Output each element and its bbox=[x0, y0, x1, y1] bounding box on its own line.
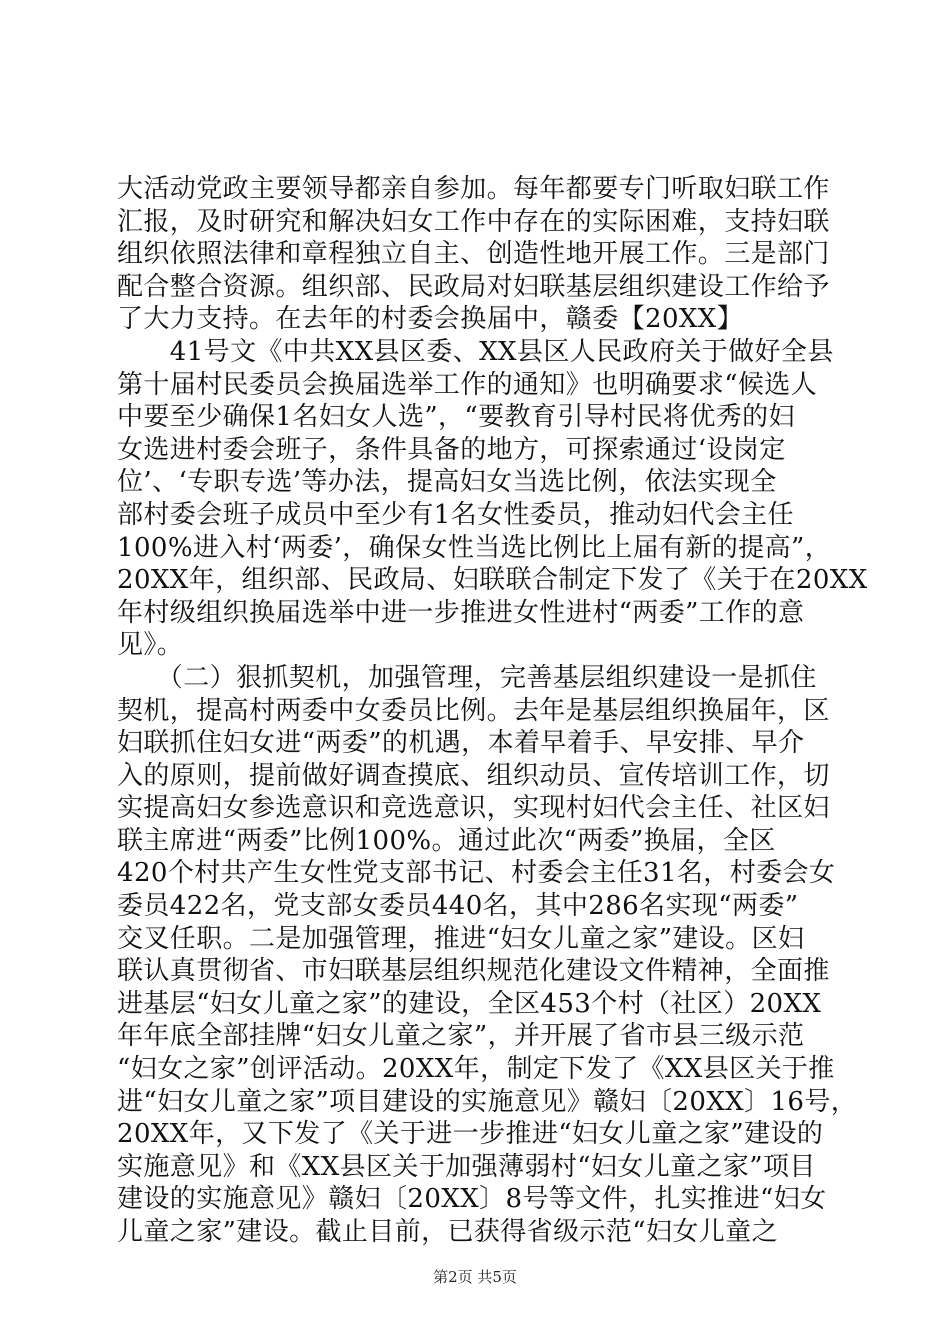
text-line: 进基层“妇女儿童之家”的建设，全区453个村（社区）20XX bbox=[117, 988, 822, 1019]
text-line: 位’、‘专职专选’等办法，提高妇女当选比例，依法实现全 bbox=[117, 467, 777, 498]
text-line: 进“妇女儿童之家”项目建设的实施意见》赣妇〔20XX〕16号， bbox=[117, 1086, 858, 1117]
text-line: “妇女之家”创评活动。20XX年，制定下发了《XX县区关于推 bbox=[117, 1054, 835, 1085]
text-line: 年村级组织换届选举中进一步推进女性进村“两委”工作的意 bbox=[117, 597, 805, 628]
text-line: 了大力支持。在去年的村委会换届中，赣委【20XX】 bbox=[117, 304, 744, 335]
body-text bbox=[117, 173, 868, 1249]
text-line: （二）狠抓契机，加强管理，完善基层组织建设一是抓住 bbox=[117, 662, 817, 693]
text-line: 第十届村民委员会换届选举工作的通知》也明确要求“候选人 bbox=[117, 369, 818, 400]
text-line: 契机，提高村两委中女委员比例。去年是基层组织换届年，区 bbox=[117, 695, 830, 726]
text-line: 实提高妇女参选意识和竞选意识，实现村妇代会主任、社区妇 bbox=[117, 793, 830, 824]
text-line: 中要至少确保1名妇女人选”，“要教育引导村民将优秀的妇 bbox=[117, 402, 795, 433]
text-line: 妇联抓住妇女进“两委”的机遇，本着早着手、早安排、早介 bbox=[117, 728, 805, 759]
text-line: 联主席进“两委”比例100%。通过此次“两委”换届，全区 bbox=[117, 825, 776, 856]
text-line: 委员422名，党支部女委员440名，其中286名实现“两委” bbox=[117, 891, 799, 922]
text-line: 部村委会班子成员中至少有1名女性委员，推动妇代会主任 bbox=[117, 499, 794, 530]
text-line: 入的原则，提前做好调查摸底、组织动员、宣传培训工作，切 bbox=[117, 760, 830, 791]
text-line: 实施意见》和《XX县区关于加强薄弱村“妇女儿童之家”项目 bbox=[117, 1151, 816, 1182]
text-line: 组织依照法律和章程独立自主、创造性地开展工作。三是部门 bbox=[117, 239, 830, 270]
page-footer: 第2页 共5页 bbox=[433, 1268, 517, 1286]
text-line: 建设的实施意见》赣妇〔20XX〕8号等文件，扎实推进“妇女 bbox=[117, 1184, 827, 1215]
text-line: 大活动党政主要领导都亲自参加。每年都要专门听取妇联工作 bbox=[117, 174, 830, 204]
text-line: 20XX年，又下发了《关于进一步推进“妇女儿童之家”建设的 bbox=[117, 1119, 824, 1150]
text-line: 联认真贯彻省、市妇联基层组织规范化建设文件精神，全面推 bbox=[117, 956, 830, 987]
text-line: 儿童之家”建设。截止目前，已获得省级示范“妇女儿童之 bbox=[117, 1217, 778, 1247]
text-line: 100%进入村‘两委’，确保女性当选比例比上届有新的提高”， bbox=[117, 532, 832, 563]
text-line: 配合整合资源。组织部、民政局对妇联基层组织建设工作给予 bbox=[117, 271, 830, 302]
text-line: 420个村共产生女性党支部书记、村委会主任31名，村委会女 bbox=[117, 858, 836, 889]
text-line: 20XX年，组织部、民政局、妇联联合制定下发了《关于在20XX bbox=[117, 565, 868, 596]
text-line: 交叉任职。二是加强管理，推进“妇女儿童之家”建设。区妇 bbox=[117, 923, 805, 954]
text-line: 汇报，及时研究和解决妇女工作中存在的实际困难，支持妇联 bbox=[117, 206, 830, 237]
text-line: 见》。 bbox=[117, 630, 184, 661]
text-line: 41号文《中共XX县区委、XX县区人民政府关于做好全县 bbox=[117, 336, 834, 367]
text-line: 年年底全部挂牌“妇女儿童之家”，并开展了省市县三级示范 bbox=[117, 1021, 805, 1052]
text-line: 女选进村委会班子，条件具备的地方，可探索通过‘设岗定 bbox=[117, 434, 786, 465]
